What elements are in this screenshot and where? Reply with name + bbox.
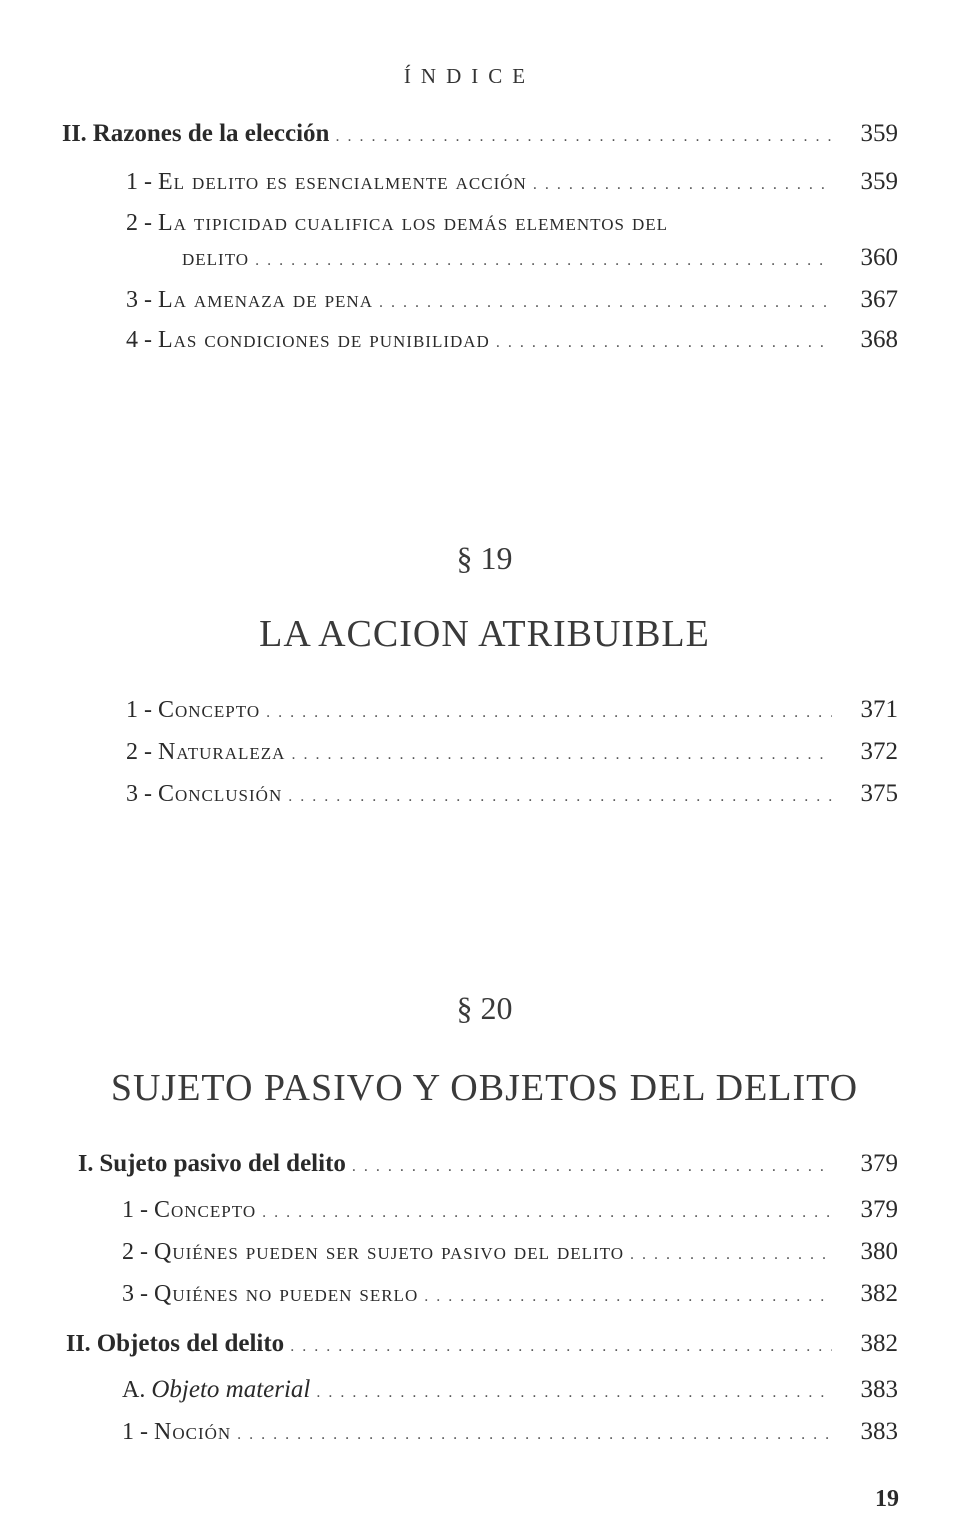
toc-entry <box>126 326 898 360</box>
toc-number: 3 - <box>126 287 158 313</box>
toc-title-continuation: delito <box>182 245 250 271</box>
toc-subheading <box>122 1376 898 1410</box>
toc-page: 360 <box>860 244 898 271</box>
dot-leader <box>424 1288 832 1306</box>
dot-leader <box>316 1384 832 1402</box>
toc-title: La tipicidad cualifica los demás elementos del <box>158 210 669 236</box>
toc-title: Las condiciones de punibilidad <box>158 327 490 353</box>
toc-title: Objeto material <box>151 1376 311 1403</box>
section-mark: § 19 <box>456 540 513 576</box>
toc-page: 368 <box>860 326 898 353</box>
dot-leader <box>335 128 832 146</box>
dot-leader <box>255 252 832 270</box>
toc-number: II. <box>66 1331 97 1357</box>
toc-title: Objetos del delito <box>96 1330 285 1357</box>
toc-entry <box>122 1280 898 1314</box>
toc-entry <box>126 780 898 814</box>
toc-number: 2 - <box>126 739 158 765</box>
toc-number: 2 - <box>122 1239 154 1265</box>
toc-title: Conclusión <box>158 781 283 807</box>
toc-entry <box>122 1418 898 1452</box>
dot-leader <box>262 1204 832 1222</box>
toc-title: Noción <box>154 1419 232 1445</box>
toc-number: I. <box>78 1151 100 1177</box>
section-title: SUJETO PASIVO Y OBJETOS DEL DELITO <box>110 1067 859 1109</box>
toc-title: Naturaleza <box>158 739 286 765</box>
toc-number: 3 - <box>122 1281 154 1307</box>
toc-number: 4 - <box>126 327 158 353</box>
toc-title: Quiénes no pueden serlo <box>154 1281 419 1307</box>
page-number: 19 <box>875 1486 899 1512</box>
toc-page: 383 <box>860 1376 898 1403</box>
toc-page: 359 <box>860 120 898 147</box>
toc-heading <box>62 120 898 154</box>
toc-page: 379 <box>860 1196 898 1223</box>
toc-entry <box>122 1196 898 1230</box>
toc-title: Concepto <box>154 1197 257 1223</box>
dot-leader <box>237 1426 832 1444</box>
page-header: ÍNDICE <box>403 64 536 88</box>
toc-heading <box>66 1330 898 1364</box>
toc-title: El delito es esencialmente acción <box>158 169 527 195</box>
toc-entry <box>126 738 898 772</box>
toc-page: 380 <box>860 1238 898 1265</box>
dot-leader <box>533 176 832 194</box>
toc-page: 367 <box>860 286 898 313</box>
dot-leader <box>352 1158 832 1176</box>
dot-leader <box>290 1338 832 1356</box>
toc-title: La amenaza de pena <box>158 287 373 313</box>
dot-leader <box>288 788 832 806</box>
toc-page: 382 <box>860 1330 898 1357</box>
toc-title: Concepto <box>158 697 261 723</box>
toc-number: II. <box>62 121 93 147</box>
toc-heading <box>78 1150 898 1184</box>
dot-leader <box>496 334 832 352</box>
section-mark: § 20 <box>456 990 513 1026</box>
toc-number: 2 - <box>126 210 158 236</box>
toc-entry-continuation <box>182 244 898 278</box>
toc-number: 1 - <box>122 1197 154 1223</box>
toc-number: 1 - <box>126 697 158 723</box>
toc-title: Sujeto pasivo del delito <box>99 1150 346 1177</box>
toc-page: 383 <box>860 1418 898 1445</box>
toc-entry <box>122 1238 898 1272</box>
toc-entry <box>126 210 898 244</box>
dot-leader <box>630 1246 832 1264</box>
toc-entry <box>126 168 898 202</box>
dot-leader <box>379 294 832 312</box>
toc-entry <box>126 696 898 730</box>
toc-number: A. <box>122 1377 152 1403</box>
toc-page: 379 <box>860 1150 898 1177</box>
toc-title: Quiénes pueden ser sujeto pasivo del delito <box>154 1239 625 1265</box>
dot-leader <box>266 704 832 722</box>
toc-page: 375 <box>860 780 898 807</box>
toc-page: 371 <box>860 696 898 723</box>
toc-number: 1 - <box>126 169 158 195</box>
toc-number: 1 - <box>122 1419 154 1445</box>
toc-page: 359 <box>860 168 898 195</box>
toc-number: 3 - <box>126 781 158 807</box>
toc-title: Razones de la elección <box>92 120 330 147</box>
toc-page: 382 <box>860 1280 898 1307</box>
toc-entry <box>126 286 898 320</box>
section-title: LA ACCION ATRIBUIBLE <box>259 613 710 655</box>
toc-page: 372 <box>860 738 898 765</box>
dot-leader <box>291 746 832 764</box>
